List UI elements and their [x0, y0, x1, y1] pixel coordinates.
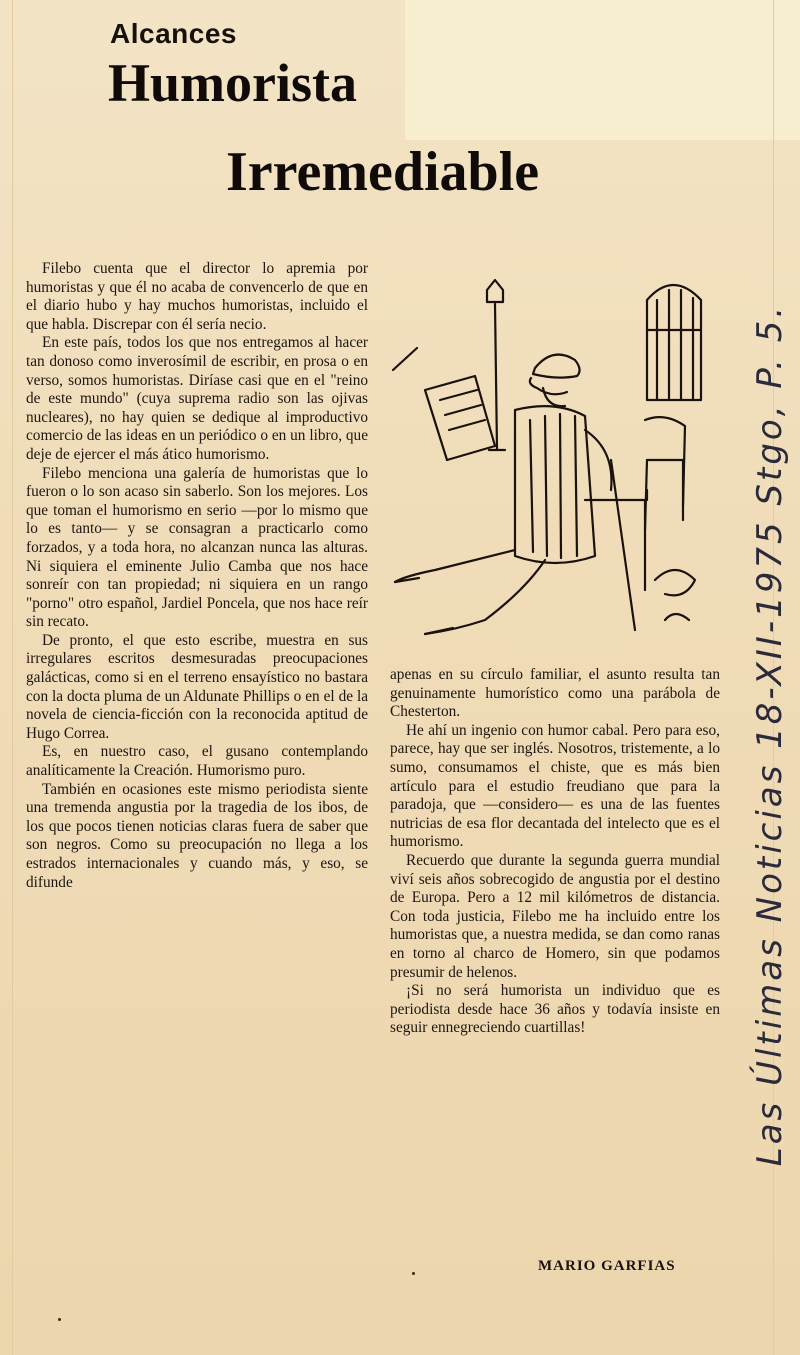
- specks: [58, 1318, 61, 1321]
- paragraph: He ahí un ingenio con humor cabal. Pero para eso, parece, hay que ser inglés. Nosotros, tristemente, a lo sumo, consumamos el chiste, que es más bien artículo para el estudio freudiano que para la paradoja, que —considero— es una de las fuentes nutricias de esa flor decantada del intelecto que es el humorismo.: [390, 721, 720, 851]
- specks: [412, 1272, 415, 1275]
- section-label: Alcances: [110, 18, 237, 49]
- handwritten-text: Las Últimas Noticias 18-XII-1975 Stgo, P. 5.: [750, 303, 790, 1167]
- paragraph: Es, en nuestro caso, el gusano contemplando analíticamente la Creación. Humorismo puro.: [26, 743, 368, 780]
- cartoon-reader-icon: [385, 260, 725, 650]
- paragraph: ¡Si no será humorista un individuo que es periodista desde hace 36 años y todavía insiste en seguir ennegreciendo cuartillas!: [390, 982, 720, 1037]
- headline-line-1: Humorista: [108, 53, 357, 113]
- paragraph: Recuerdo que durante la segunda guerra mundial viví seis años sobrecogido de angustia por el destino de Europa. Pero a 12 mil kilómetros de distancia. Con toda justicia, Filebo me ha incluido entre los humoristas que, a nuestra medida, se dan como ranas en torno al charco de Homero, sin que podamos presumir de helenos.: [390, 851, 720, 981]
- article-column-left: [26, 260, 368, 892]
- paragraph: Filebo cuenta que el director lo apremia por humoristas y que él no acaba de convencerlo de que en el diario hubo y hay muchos humoristas, incluido el que habla. Discrepar con él sería necio.: [26, 260, 368, 333]
- paragraph: También en ocasiones este mismo periodista siente una tremenda angustia por la tragedia de los ibos, de los que pocos tienen noticias claras fuera de saber que son negros. Como su preocupación no llega a los estrados internacionales y cuando más, y eso, se difunde: [26, 780, 368, 891]
- paragraph: De pronto, el que esto escribe, muestra en sus irregulares escritos desmesuradas preocupaciones galácticas, como si en el terreno ensayístico no bastara con la docta pluma de un Aldunate Phillips o en el de la novela de ciencia-ficción con la reconocida aptitud de Hugo Correa.: [26, 631, 368, 742]
- paragraph: Filebo menciona una galería de humoristas que lo fueron o lo son acaso sin saberlo. Son los mejores. Los que toman el humorismo en serio —por lo mismo que lo es tanto— y se consagran a practicarlo como forzados, y a toda hora, no alcanzan nunca las alturas. Ni siquiera el eminente Julio Camba que nos hace sonreír con tan propiedad; ni siquiera en un rango "porno" otro español, Jardiel Poncela, que nos hace reír sin recato.: [26, 464, 368, 631]
- handwritten-note: [745, 170, 795, 1300]
- author-signature: MARIO GARFIAS: [538, 1258, 676, 1274]
- headline-line-2: Irremediable: [226, 141, 540, 203]
- article-column-right: [390, 666, 720, 1038]
- paragraph: En este país, todos los que nos entregamos al hacer tan donoso como inverosímil de escribir, en prosa o en verso, somos humoristas. Diríase casi que en el "reino de este mundo" (cuya suprema radio son las ojivas nucleares), no hay quien se dedique al improductivo comercio de las ideas en un periódico o en un libro, que deje de ejercer el más ático humorismo.: [26, 334, 368, 463]
- paragraph: apenas en su círculo familiar, el asunto resulta tan genuinamente humorístico como una parábola de Chesterton.: [390, 666, 720, 721]
